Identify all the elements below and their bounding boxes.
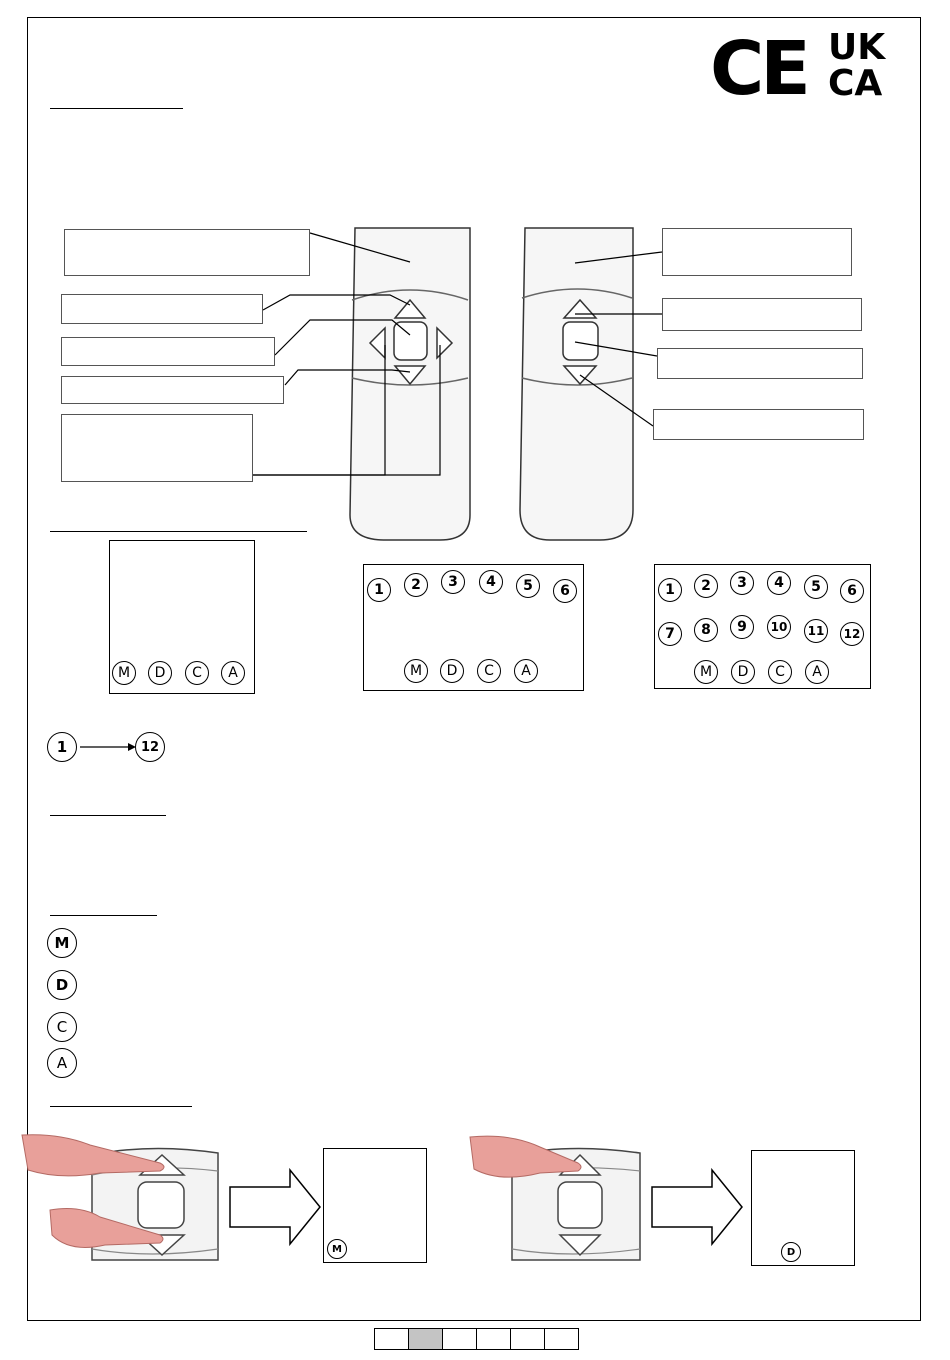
mode-m-icon: M bbox=[404, 659, 428, 683]
channel-icon: 9 bbox=[730, 615, 754, 639]
channel-icon: 6 bbox=[840, 579, 864, 603]
callout-box bbox=[662, 298, 862, 331]
channel-icon: 1 bbox=[367, 578, 391, 602]
mode-c-icon: C bbox=[185, 661, 209, 685]
mode-a-icon: A bbox=[221, 661, 245, 685]
page-indicator bbox=[375, 1328, 579, 1350]
callout-box bbox=[61, 294, 263, 324]
ukca-mark: UK CA bbox=[828, 27, 886, 104]
callout-box bbox=[662, 228, 852, 276]
screen-twelve-channel bbox=[654, 564, 871, 689]
callout-box bbox=[657, 348, 863, 379]
section-rule-5 bbox=[50, 1106, 192, 1107]
mode-d-icon: D bbox=[781, 1242, 801, 1262]
page-box bbox=[374, 1328, 409, 1350]
mode-d-icon: D bbox=[731, 660, 755, 684]
channel-icon: 1 bbox=[658, 578, 682, 602]
mode-a-icon: A bbox=[514, 659, 538, 683]
stop-square-icon bbox=[394, 322, 427, 360]
channel-icon: 7 bbox=[658, 622, 682, 646]
page-box bbox=[510, 1328, 545, 1350]
channel-icon: 3 bbox=[441, 570, 465, 594]
mode-m-icon: M bbox=[694, 660, 718, 684]
channel-icon: 12 bbox=[840, 622, 864, 646]
section-rule-3 bbox=[50, 815, 166, 816]
stop-square-icon bbox=[563, 322, 598, 360]
legend-c-icon: C bbox=[47, 1012, 77, 1042]
channel-icon: 10 bbox=[767, 615, 791, 639]
mode-c-icon: C bbox=[477, 659, 501, 683]
block-arrow-icon bbox=[652, 1170, 742, 1244]
channel-icon: 4 bbox=[479, 570, 503, 594]
channel-icon: 3 bbox=[730, 571, 754, 595]
legend-m-icon: M bbox=[47, 928, 77, 958]
callout-box bbox=[61, 414, 253, 482]
page-box bbox=[442, 1328, 477, 1350]
screen-six-channel bbox=[363, 564, 584, 691]
stop-square-icon bbox=[138, 1182, 184, 1228]
page-box bbox=[476, 1328, 511, 1350]
legend-d-icon: D bbox=[47, 970, 77, 1000]
callout-box bbox=[61, 376, 284, 404]
mode-d-icon: D bbox=[440, 659, 464, 683]
mode-c-icon: C bbox=[768, 660, 792, 684]
channel-icon: 6 bbox=[553, 579, 577, 603]
result-screen-d bbox=[751, 1150, 855, 1266]
channel-icon: 2 bbox=[694, 574, 718, 598]
channel-icon: 5 bbox=[516, 574, 540, 598]
channel-icon: 5 bbox=[804, 575, 828, 599]
channel-icon: 8 bbox=[694, 618, 718, 642]
block-arrow-icon bbox=[230, 1170, 320, 1244]
callout-box bbox=[61, 337, 275, 366]
ce-mark: CE bbox=[710, 26, 807, 112]
stop-square-icon bbox=[558, 1182, 602, 1228]
channel-to-icon: 12 bbox=[135, 732, 165, 762]
mode-m-icon: M bbox=[112, 661, 136, 685]
channel-icon: 4 bbox=[767, 571, 791, 595]
callout-box bbox=[653, 409, 864, 440]
callout-box bbox=[64, 229, 310, 276]
mode-m-icon: M bbox=[327, 1239, 347, 1259]
section-rule-4 bbox=[50, 915, 157, 916]
channel-from-icon: 1 bbox=[47, 732, 77, 762]
page-box bbox=[544, 1328, 579, 1350]
arrow-right-icon bbox=[80, 741, 140, 753]
mode-d-icon: D bbox=[148, 661, 172, 685]
remote-right bbox=[520, 228, 633, 540]
page-box-current bbox=[408, 1328, 443, 1350]
legend-a-icon: A bbox=[47, 1048, 77, 1078]
channel-icon: 2 bbox=[404, 573, 428, 597]
channel-icon: 11 bbox=[804, 619, 828, 643]
mode-a-icon: A bbox=[805, 660, 829, 684]
